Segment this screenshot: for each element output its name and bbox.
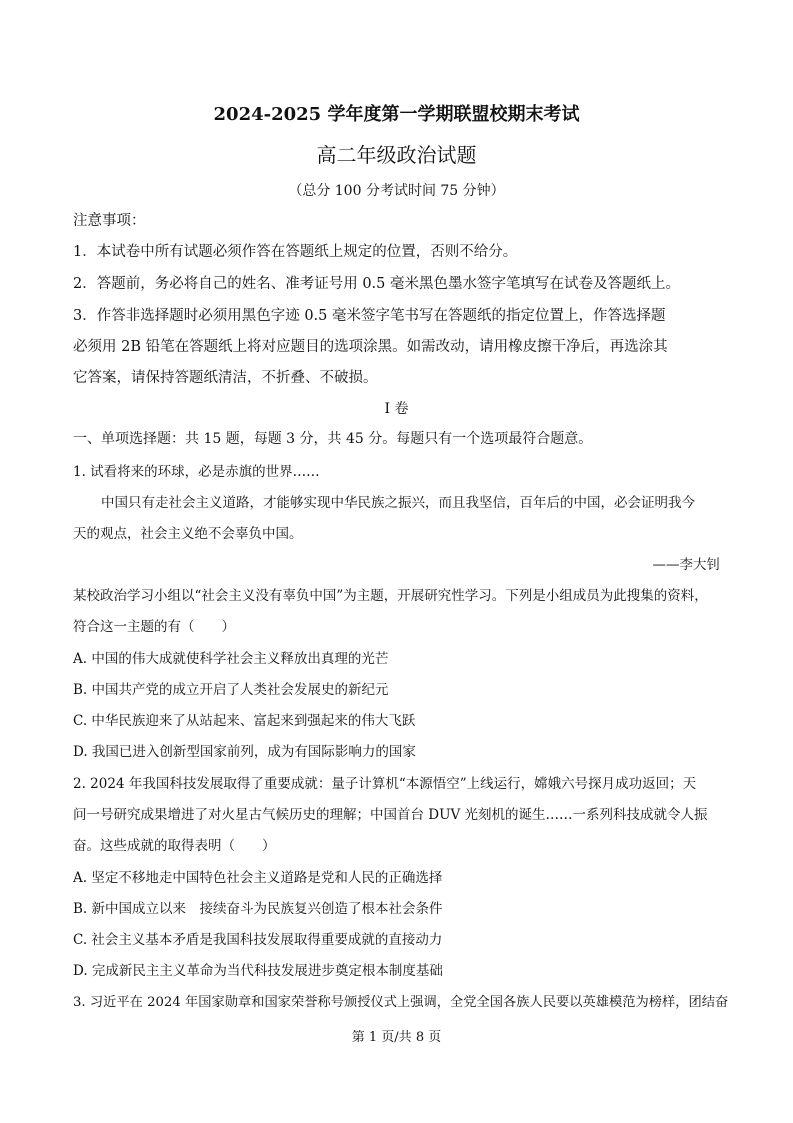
note-item-2: 2．答题前，务必将自己的姓名、准考证号用 0.5 毫米黑色墨水签字笔填写在试卷及答题纸上。 — [73, 276, 680, 292]
q2-line-3: 奋。这些成就的取得表明（ ） — [73, 838, 276, 854]
q1-stem: 1. 试看将来的环球，必是赤旗的世界…… — [73, 464, 320, 480]
q2-line-2: 问一号研究成果增进了对火星古气候历史的理解；中国首台 DUV 光刻机的诞生……一系列科技成就令人振 — [73, 807, 708, 823]
note-item-3-line-1: 3．作答非选择题时必须用黑色字迹 0.5 毫米签字笔书写在答题纸的指定位置上，作答选择题 — [73, 308, 666, 324]
notes-heading: 注意事项： — [73, 213, 146, 229]
exam-subtitle: 高二年级政治试题 — [316, 143, 477, 167]
exam-info: （总分 100 分考试时间 75 分钟） — [288, 183, 505, 199]
q1-option-c: C. 中华民族迎来了从站起来、富起来到强起来的伟大飞跃 — [73, 713, 416, 729]
note-item-1: 1．本试卷中所有试题必须作答在答题纸上规定的位置，否则不给分。 — [73, 244, 518, 260]
q3-line-1: 3. 习近平在 2024 年国家勋章和国家荣誉称号颁授仪式上强调，全党全国各族人民要以英雄模范为榜样，团结奋 — [73, 995, 729, 1010]
q2-option-d: D. 完成新民主主义革命为当代科技发展进步奠定根本制度基础 — [73, 963, 443, 979]
section-heading: 一、单项选择题：共 15 题，每题 3 分，共 45 分。每题只有一个选项最符合题意。 — [73, 431, 593, 447]
q2-line-1: 2. 2024 年我国科技发展取得了重要成就：量子计算机“本源悟空”上线运行，嫦娥六号探月成功返回；天 — [73, 776, 697, 792]
q1-option-b: B. 中国共产党的成立开启了人类社会发展史的新纪元 — [73, 682, 389, 698]
q2-option-b: B. 新中国成立以来 接续奋斗为民族复兴创造了根本社会条件 — [73, 901, 443, 917]
q1-quote-author: ——李大钊 — [652, 557, 720, 573]
q2-option-c: C. 社会主义基本矛盾是我国科技发展取得重要成就的直接动力 — [73, 932, 443, 948]
exam-title: 2024-2025 学年度第一学期联盟校期末考试 — [213, 104, 580, 125]
note-item-3-line-3: 它答案，请保持答题纸清洁，不折叠、不破损。 — [73, 370, 378, 386]
page-footer: 第 1 页/共 8 页 — [351, 1030, 442, 1045]
q1-option-a: A. 中国的伟大成就使科学社会主义释放出真理的光芒 — [73, 651, 389, 667]
q2-option-a: A. 坚定不移地走中国特色社会主义道路是党和人民的正确选择 — [73, 870, 443, 886]
q1-option-d: D. 我国已进入创新型国家前列，成为有国际影响力的国家 — [73, 744, 416, 760]
q1-quote-line-1: 中国只有走社会主义道路，才能够实现中华民族之振兴，而且我坚信，百年后的中国，必会证明我今 — [101, 495, 695, 511]
note-item-3-line-2: 必须用 2B 铅笔在答题纸上将对应题目的选项涂黑。如需改动，请用橡皮擦干净后，再选涂其 — [73, 339, 668, 355]
q1-prompt-line-2: 符合这一主题的有（ ） — [73, 619, 235, 635]
q1-quote-line-2: 天的观点，社会主义绝不会辜负中国。 — [73, 526, 303, 542]
volume-label: I 卷 — [384, 401, 409, 417]
q1-prompt-line-1: 某校政治学习小组以“社会主义没有辜负中国”为主题，开展研究性学习。下列是小组成员为此搜集的资料， — [73, 588, 708, 604]
